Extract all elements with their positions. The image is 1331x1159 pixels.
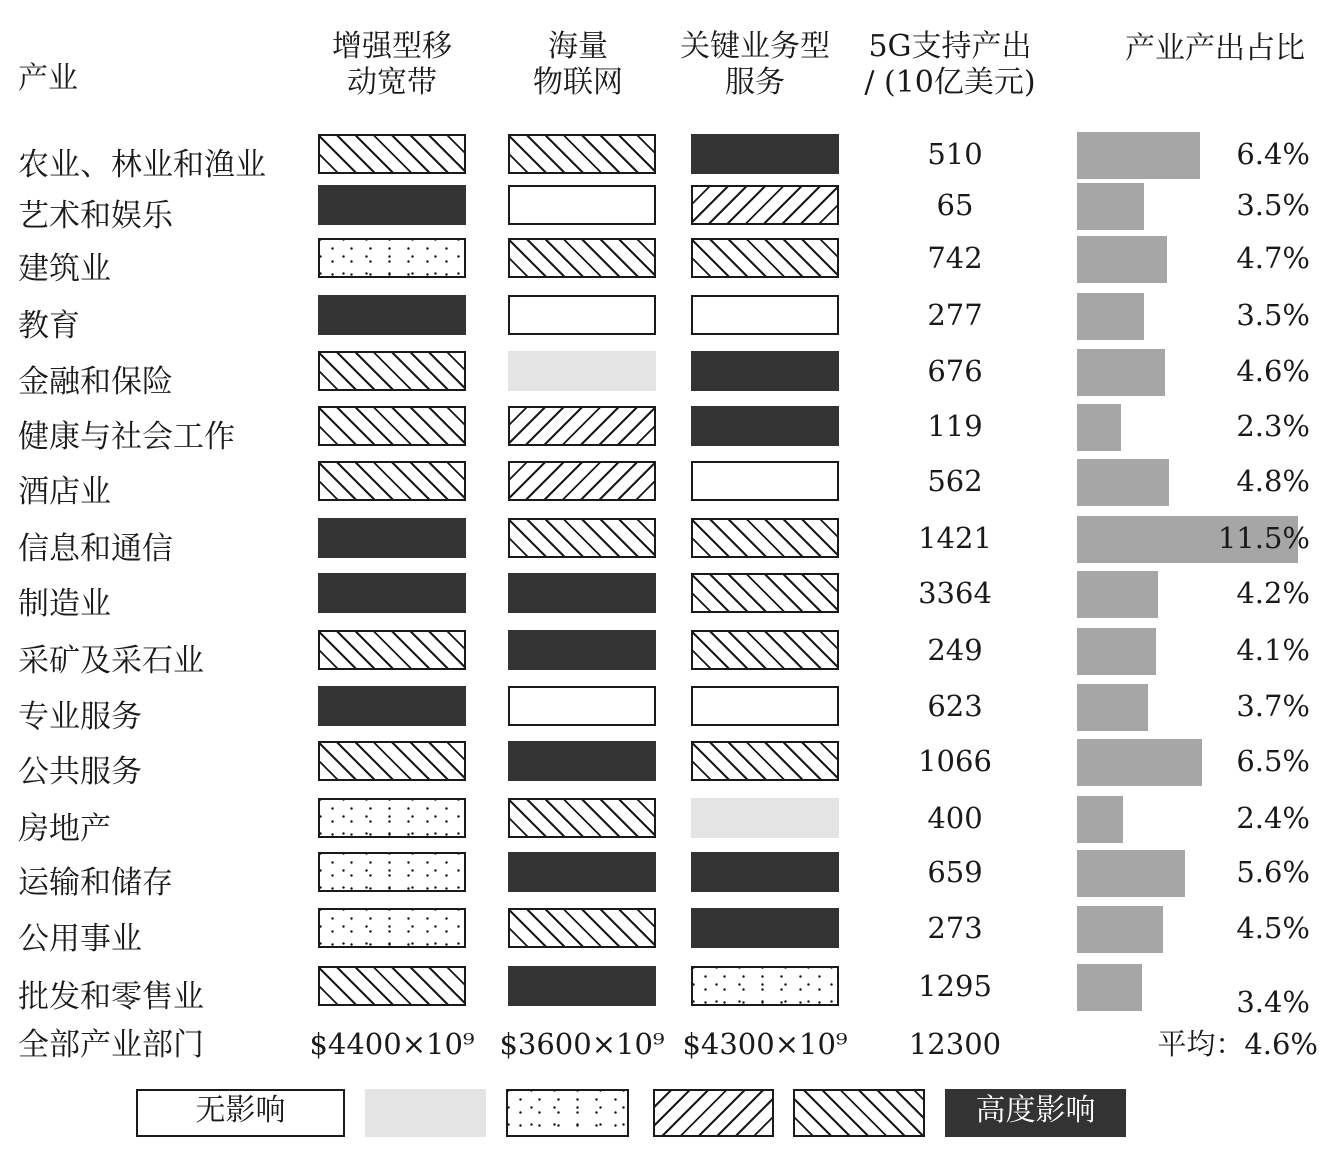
share-label: 2.3% [1236, 409, 1310, 443]
header-critical-line-1: 关键业务型 [680, 29, 830, 64]
row-label: 信息和通信 [18, 531, 173, 567]
header-output-line-2: / (10亿美元) [864, 65, 1036, 100]
impact-cell-embb [318, 798, 466, 838]
row-label: 教育 [18, 308, 80, 344]
impact-cell-miot [508, 406, 656, 446]
share-bar [1077, 628, 1156, 675]
impact-cell-miot [508, 238, 656, 278]
share-bar [1077, 183, 1144, 230]
header-miot-line-2: 物联网 [533, 65, 623, 100]
header-output-line-1: 5G支持产出 [868, 29, 1032, 64]
impact-cell-miot [508, 518, 656, 558]
output-value: 562 [927, 464, 983, 498]
legend-swatch-level-2 [506, 1089, 629, 1137]
share-bar [1077, 850, 1185, 897]
total-miot: $3600×10⁹ [499, 1027, 665, 1061]
share-bar [1077, 684, 1148, 731]
legend-swatch-level-5 [945, 1089, 1126, 1137]
share-label: 4.5% [1236, 911, 1310, 945]
impact-cell-critical [691, 573, 839, 613]
impact-cell-critical [691, 351, 839, 391]
legend-swatch-level-1 [365, 1089, 486, 1137]
impact-cell-embb [318, 741, 466, 781]
share-label: 6.5% [1236, 744, 1310, 778]
legend-label: 高度影响 [975, 1093, 1096, 1128]
share-label: 4.8% [1236, 464, 1310, 498]
share-label: 2.4% [1236, 801, 1310, 835]
impact-cell-embb [318, 966, 466, 1006]
impact-cell-miot [508, 741, 656, 781]
share-bar [1077, 459, 1169, 506]
average-share: 平均：4.6% [1157, 1027, 1318, 1061]
impact-cell-miot [508, 185, 656, 225]
share-label: 3.5% [1236, 298, 1310, 332]
row-label: 批发和零售业 [18, 979, 204, 1015]
output-value: 1066 [918, 744, 992, 778]
share-label: 4.7% [1236, 241, 1310, 275]
impact-cell-miot [508, 134, 656, 174]
row-label: 制造业 [18, 586, 111, 622]
share-label: 4.2% [1236, 576, 1310, 610]
share-label: 3.4% [1236, 985, 1310, 1019]
row-label: 运输和储存 [18, 865, 173, 901]
impact-cell-critical [691, 134, 839, 174]
legend-swatch-level-4 [793, 1089, 925, 1137]
share-label: 4.6% [1236, 354, 1310, 388]
row-label: 专业服务 [18, 699, 142, 735]
row-label: 艺术和娱乐 [18, 198, 173, 234]
legend-swatch-level-3 [653, 1089, 774, 1137]
impact-cell-critical [691, 238, 839, 278]
impact-cell-critical [691, 798, 839, 838]
totals-label: 全部产业部门 [18, 1027, 204, 1063]
output-value: 659 [927, 855, 983, 889]
impact-cell-critical [691, 686, 839, 726]
impact-cell-critical [691, 185, 839, 225]
output-value: 249 [927, 633, 983, 667]
impact-cell-miot [508, 630, 656, 670]
legend-swatch-level-0 [136, 1089, 345, 1137]
impact-cell-miot [508, 295, 656, 335]
share-label: 4.1% [1236, 633, 1310, 667]
output-value: 623 [927, 689, 983, 723]
impact-cell-critical [691, 852, 839, 892]
header-critical-line-2: 服务 [725, 65, 785, 100]
impact-cell-embb [318, 852, 466, 892]
share-label: 3.7% [1236, 689, 1310, 723]
share-label: 3.5% [1236, 188, 1310, 222]
legend-label: 无影响 [195, 1093, 286, 1128]
impact-cell-embb [318, 630, 466, 670]
share-bar [1077, 906, 1163, 953]
share-label: 6.4% [1236, 137, 1310, 171]
impact-cell-miot [508, 852, 656, 892]
impact-cell-miot [508, 798, 656, 838]
impact-cell-critical [691, 406, 839, 446]
share-bar [1077, 964, 1142, 1011]
row-label: 健康与社会工作 [18, 419, 235, 455]
output-value: 1295 [918, 969, 992, 1003]
impact-cell-miot [508, 686, 656, 726]
row-label: 农业、林业和渔业 [18, 147, 266, 183]
output-value: 400 [927, 801, 983, 835]
impact-cell-critical [691, 741, 839, 781]
output-value: 273 [927, 911, 983, 945]
row-label: 酒店业 [18, 474, 111, 510]
header-embb-line-1: 增强型移 [332, 29, 452, 64]
impact-cell-embb [318, 573, 466, 613]
header-embb-line-2: 动宽带 [347, 65, 437, 100]
output-value: 510 [927, 137, 983, 171]
share-label: 5.6% [1236, 855, 1310, 889]
impact-cell-embb [318, 238, 466, 278]
output-value: 65 [936, 188, 974, 222]
impact-cell-embb [318, 461, 466, 501]
share-bar [1077, 236, 1167, 283]
impact-cell-embb [318, 406, 466, 446]
output-value: 119 [927, 409, 983, 443]
impact-cell-critical [691, 966, 839, 1006]
total-output: 12300 [908, 1027, 1002, 1061]
row-label: 公共服务 [18, 754, 142, 790]
share-label: 11.5% [1217, 521, 1310, 555]
header-miot-line-1: 海量 [548, 29, 608, 64]
impact-cell-miot [508, 908, 656, 948]
impact-cell-embb [318, 686, 466, 726]
share-bar [1077, 404, 1121, 451]
row-label: 公用事业 [18, 921, 142, 957]
total-critical: $4300×10⁹ [682, 1027, 848, 1061]
row-label: 金融和保险 [18, 364, 173, 400]
share-bar [1077, 571, 1158, 618]
row-label: 房地产 [18, 811, 111, 847]
impact-cell-miot [508, 966, 656, 1006]
impact-cell-embb [318, 295, 466, 335]
impact-cell-miot [508, 461, 656, 501]
output-value: 676 [927, 354, 983, 388]
impact-cell-embb [318, 185, 466, 225]
impact-cell-critical [691, 908, 839, 948]
share-bar [1077, 796, 1123, 843]
total-embb: $4400×10⁹ [309, 1027, 475, 1061]
impact-cell-critical [691, 518, 839, 558]
impact-cell-critical [691, 461, 839, 501]
impact-cell-embb [318, 134, 466, 174]
row-label: 建筑业 [18, 251, 111, 287]
share-bar [1077, 293, 1144, 340]
row-label: 采矿及采石业 [18, 643, 204, 679]
impact-cell-critical [691, 630, 839, 670]
impact-cell-miot [508, 573, 656, 613]
output-value: 3364 [918, 576, 992, 610]
output-value: 1421 [918, 521, 992, 555]
header-industry: 产业 [18, 61, 78, 96]
impact-cell-miot [508, 351, 656, 391]
output-value: 742 [927, 241, 983, 275]
impact-cell-embb [318, 908, 466, 948]
impact-cell-embb [318, 351, 466, 391]
share-bar [1077, 349, 1165, 396]
output-value: 277 [927, 298, 983, 332]
impact-cell-embb [318, 518, 466, 558]
impact-cell-critical [691, 295, 839, 335]
header-share: 产业产出占比 [1125, 31, 1305, 66]
